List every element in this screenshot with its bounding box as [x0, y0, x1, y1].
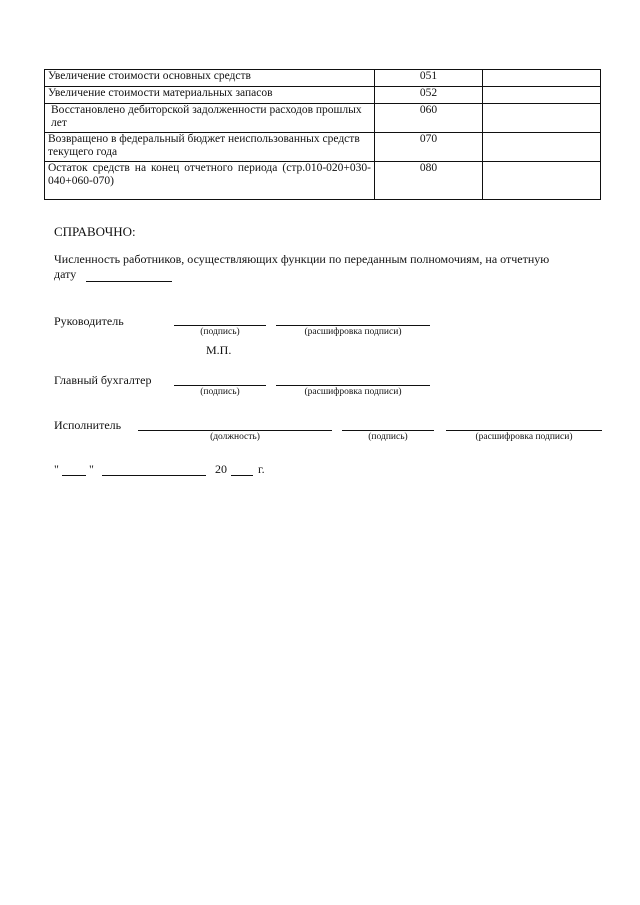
head-signature-caption: (подпись) — [200, 327, 240, 337]
row-code: 052 — [375, 87, 483, 104]
row-value — [483, 162, 601, 200]
date-day-line — [62, 475, 86, 476]
head-signature-line — [174, 325, 266, 326]
date-year-prefix: 20 — [215, 462, 227, 476]
accountant-label: Главный бухгалтер — [54, 373, 152, 387]
row-code: 080 — [375, 162, 483, 200]
executor-decode-line — [446, 430, 602, 431]
table-row — [45, 87, 601, 104]
executor-position-caption: (должность) — [210, 432, 260, 442]
reference-text-line1: Численность работников, осуществляющих функции по переданным полномочиям, на отчетную — [54, 252, 550, 266]
row-label: Увеличение стоимости основных средств — [45, 70, 375, 87]
row-value — [483, 87, 601, 104]
head-decode-line — [276, 325, 430, 326]
row-label: Остаток средств на конец отчетного периода (стр.010-020+030-040+060-070) — [45, 162, 375, 200]
row-value — [483, 133, 601, 162]
table-row — [45, 104, 601, 133]
table-row — [45, 133, 601, 162]
row-code: 051 — [375, 70, 483, 87]
report-table — [44, 69, 601, 200]
table-row — [45, 162, 601, 200]
accountant-signature-caption: (подпись) — [200, 387, 240, 397]
headcount-blank-line — [86, 281, 172, 282]
row-code: 060 — [375, 104, 483, 133]
accountant-signature-line — [174, 385, 266, 386]
table-row — [45, 70, 601, 87]
date-month-line — [102, 475, 206, 476]
row-value — [483, 70, 601, 87]
date-quote-close: " — [89, 462, 94, 476]
head-label: Руководитель — [54, 314, 124, 328]
executor-position-line — [138, 430, 332, 431]
reference-heading: СПРАВОЧНО: — [54, 224, 136, 239]
accountant-decode-caption: (расшифровка подписи) — [304, 387, 402, 397]
date-quote-open: " — [54, 462, 59, 476]
seal-placeholder: М.П. — [206, 343, 232, 357]
row-value — [483, 104, 601, 133]
executor-decode-caption: (расшифровка подписи) — [475, 432, 573, 442]
executor-signature-line — [342, 430, 434, 431]
row-label: Восстановлено дебиторской задолженности расходов прошлых лет — [45, 104, 375, 133]
date-year-line — [231, 475, 253, 476]
accountant-decode-line — [276, 385, 430, 386]
row-label: Увеличение стоимости материальных запасов — [45, 87, 375, 104]
executor-signature-caption: (подпись) — [368, 432, 408, 442]
executor-label: Исполнитель — [54, 418, 122, 432]
row-code: 070 — [375, 133, 483, 162]
row-label: Возвращено в федеральный бюджет неиспользованных средств текущего года — [45, 133, 375, 162]
head-decode-caption: (расшифровка подписи) — [304, 327, 402, 337]
date-year-suffix: г. — [258, 462, 265, 476]
reference-text-line2: дату — [54, 267, 77, 281]
